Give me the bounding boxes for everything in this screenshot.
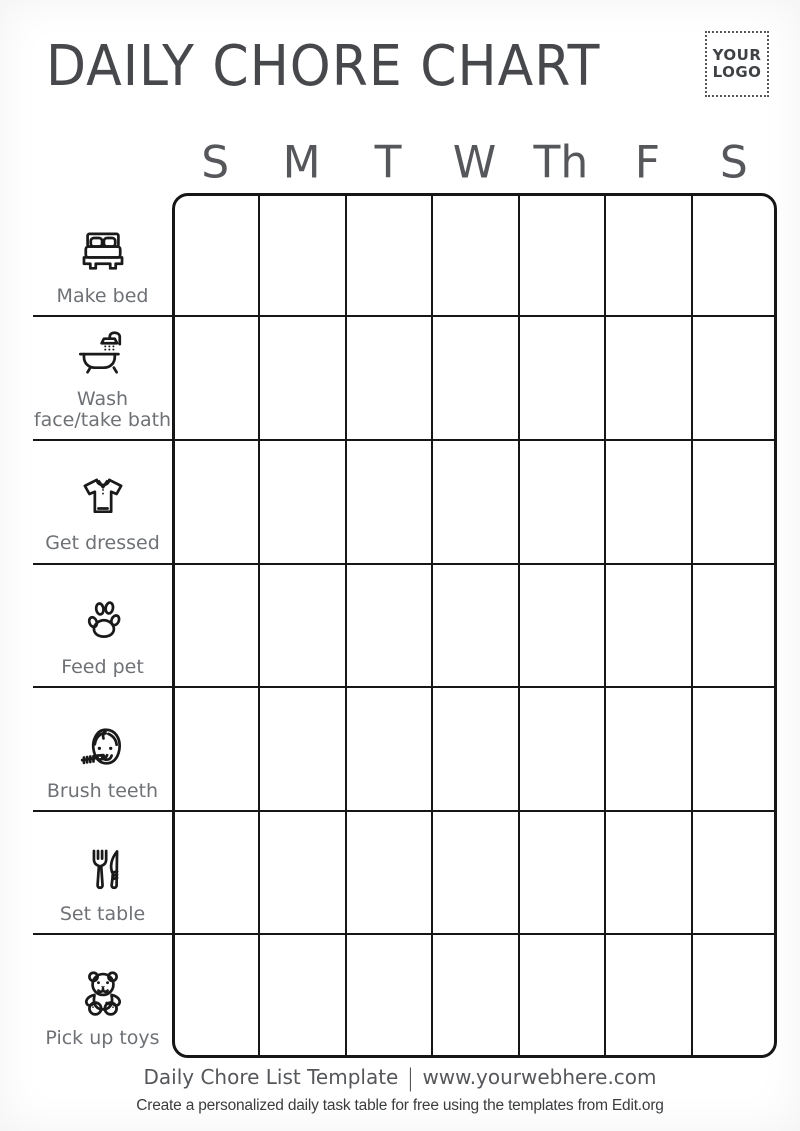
day-header-sunday: S — [201, 136, 230, 189]
day-cell[interactable] — [604, 440, 690, 564]
bathtub-shower-icon — [74, 326, 132, 384]
footer — [0, 1064, 800, 1115]
day-cell[interactable] — [691, 193, 777, 317]
day-cell[interactable] — [258, 317, 344, 441]
chore-row-pick-up-toys — [33, 934, 172, 1058]
day-cell[interactable] — [518, 193, 604, 317]
day-cell[interactable] — [604, 934, 690, 1058]
teddy-bear-icon — [74, 965, 132, 1023]
day-header-saturday: S — [719, 136, 748, 189]
day-cell[interactable] — [604, 317, 690, 441]
day-cell[interactable] — [258, 811, 344, 935]
day-cell[interactable] — [431, 564, 517, 688]
shirt-icon — [74, 470, 132, 528]
chore-row-brush-teeth — [33, 687, 172, 811]
chore-labels-column — [33, 193, 172, 1058]
day-cell[interactable] — [691, 440, 777, 564]
day-cell[interactable] — [345, 687, 431, 811]
day-cell[interactable] — [431, 193, 517, 317]
chore-row-feed-pet — [33, 564, 172, 688]
day-cell[interactable] — [172, 440, 258, 564]
day-cell[interactable] — [258, 440, 344, 564]
day-cell[interactable] — [518, 811, 604, 935]
day-header-friday: F — [634, 136, 660, 189]
bed-icon — [74, 223, 132, 281]
day-cell[interactable] — [431, 934, 517, 1058]
day-cell[interactable] — [172, 564, 258, 688]
day-cell[interactable] — [172, 317, 258, 441]
day-header-row — [172, 135, 777, 193]
day-cell[interactable] — [691, 317, 777, 441]
chore-label: Wash — [76, 387, 129, 410]
chore-row-make-bed — [33, 193, 172, 317]
chore-label: Feed pet — [61, 655, 144, 678]
day-cell[interactable] — [345, 934, 431, 1058]
day-cell[interactable] — [518, 934, 604, 1058]
chore-row-get-dressed — [33, 440, 172, 564]
day-cell[interactable] — [345, 440, 431, 564]
chore-label-line2: face/take bath — [33, 408, 172, 431]
chore-label: Make bed — [56, 285, 149, 308]
footer-separator: | — [406, 1064, 415, 1092]
day-cell[interactable] — [431, 811, 517, 935]
day-header-thursday: Th — [533, 136, 589, 189]
logo-placeholder[interactable] — [705, 31, 769, 97]
logo-text — [713, 47, 762, 82]
day-cell[interactable] — [345, 317, 431, 441]
logo-line2: LOGO — [712, 63, 762, 81]
footer-template-name: Daily Chore List Template — [143, 1065, 399, 1089]
chore-label: Set table — [59, 903, 146, 926]
fork-knife-icon — [74, 841, 132, 899]
day-cell[interactable] — [604, 811, 690, 935]
day-cell[interactable] — [691, 564, 777, 688]
day-cell[interactable] — [172, 811, 258, 935]
footer-template-line — [0, 1064, 800, 1092]
day-cell[interactable] — [604, 564, 690, 688]
brush-teeth-icon — [74, 718, 132, 776]
day-cell[interactable] — [604, 687, 690, 811]
day-cell[interactable] — [518, 687, 604, 811]
day-cell[interactable] — [345, 564, 431, 688]
footer-website-url: www.yourwebhere.com — [422, 1065, 657, 1089]
day-cell[interactable] — [172, 193, 258, 317]
day-cell[interactable] — [345, 193, 431, 317]
logo-line1: YOUR — [712, 45, 762, 64]
chore-row-set-table — [33, 811, 172, 935]
day-cells — [172, 193, 777, 1058]
day-cell[interactable] — [258, 193, 344, 317]
page-title: DAILY CHORE CHART — [46, 34, 601, 99]
day-cell[interactable] — [172, 934, 258, 1058]
day-header-wednesday: W — [452, 136, 497, 189]
day-cell[interactable] — [258, 934, 344, 1058]
day-cell[interactable] — [431, 687, 517, 811]
day-cell[interactable] — [518, 440, 604, 564]
chore-row-wash — [33, 317, 172, 441]
footer-credit-line: Create a personalized daily task table for free using the templates from Edit.org — [136, 1097, 664, 1114]
day-cell[interactable] — [604, 193, 690, 317]
day-header-monday: M — [282, 136, 321, 189]
day-cell[interactable] — [691, 687, 777, 811]
day-cell[interactable] — [258, 564, 344, 688]
day-cell[interactable] — [431, 440, 517, 564]
day-cell[interactable] — [172, 687, 258, 811]
chore-label: Get dressed — [45, 532, 160, 555]
day-cell[interactable] — [691, 934, 777, 1058]
chart-body — [33, 193, 777, 1058]
day-cell[interactable] — [258, 687, 344, 811]
day-cell[interactable] — [345, 811, 431, 935]
day-cell[interactable] — [518, 317, 604, 441]
day-header-tuesday: T — [374, 136, 402, 189]
chore-label: Brush teeth — [46, 779, 159, 802]
chore-chart — [33, 135, 777, 1058]
chore-label: Pick up toys — [45, 1026, 160, 1049]
paw-print-icon — [74, 594, 132, 652]
day-cell[interactable] — [691, 811, 777, 935]
day-cell[interactable] — [518, 564, 604, 688]
day-cell[interactable] — [431, 317, 517, 441]
